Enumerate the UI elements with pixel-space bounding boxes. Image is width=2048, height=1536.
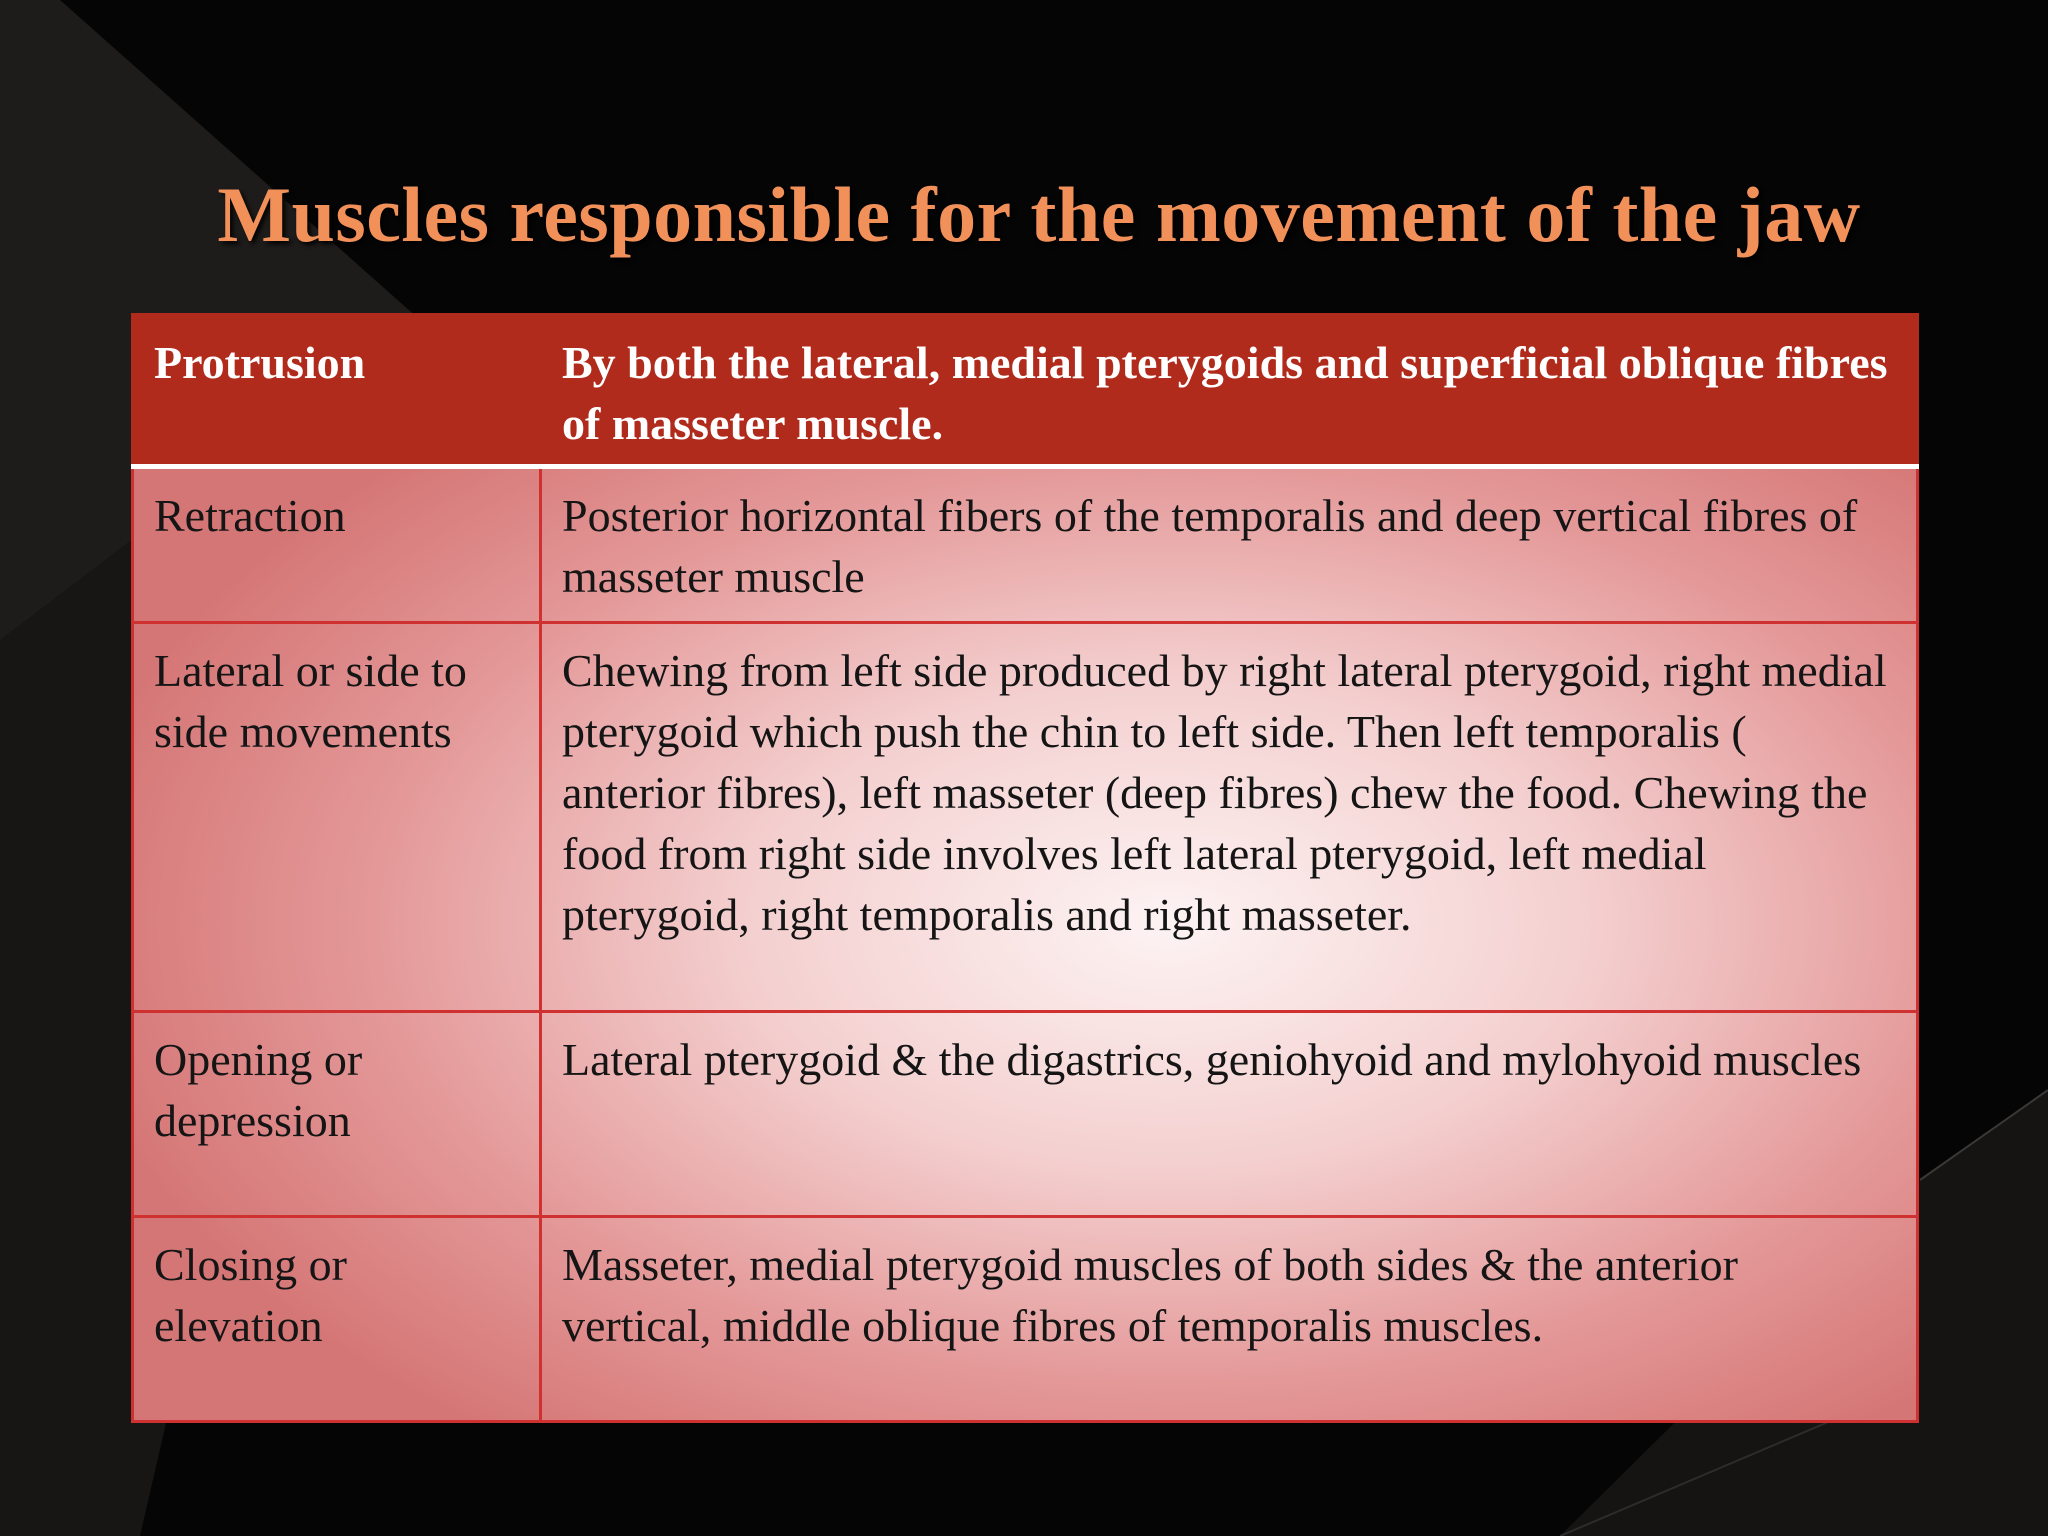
muscles-cell: Masseter, medial pterygoid muscles of both sides & the anterior vertical, middle oblique fibres of temporalis muscles. [541,1217,1918,1422]
table-row [133,623,1918,1012]
slide-title: Muscles responsible for the movement of the jaw [217,171,1861,258]
table-row [133,467,1918,623]
table-row [133,1012,1918,1217]
jaw-movement-table [131,313,1919,1423]
table-row [133,315,1918,467]
muscles-cell: Lateral pterygoid & the digastrics, geniohyoid and mylohyoid muscles [541,1012,1918,1217]
table-row [133,1217,1918,1422]
movement-cell: Protrusion [133,315,541,467]
muscles-cell: Posterior horizontal fibers of the temporalis and deep vertical fibres of masseter muscle [541,467,1918,623]
muscles-cell: By both the lateral, medial pterygoids and superficial oblique fibres of masseter muscle. [541,315,1918,467]
movement-cell: Opening or depression [133,1012,541,1217]
movement-cell: Retraction [133,467,541,623]
movement-cell: Closing or elevation [133,1217,541,1422]
muscles-cell: Chewing from left side produced by right lateral pterygoid, right medial pterygoid which push the chin to left side. Then left temporalis ( anterior fibres), left masseter (deep fibres) chew the food. Chewing the food from right side involves left lateral pterygoid, left medial pterygoid, right temporalis and right masseter. [541,623,1918,1012]
movement-cell: Lateral or side to side movements [133,623,541,1012]
